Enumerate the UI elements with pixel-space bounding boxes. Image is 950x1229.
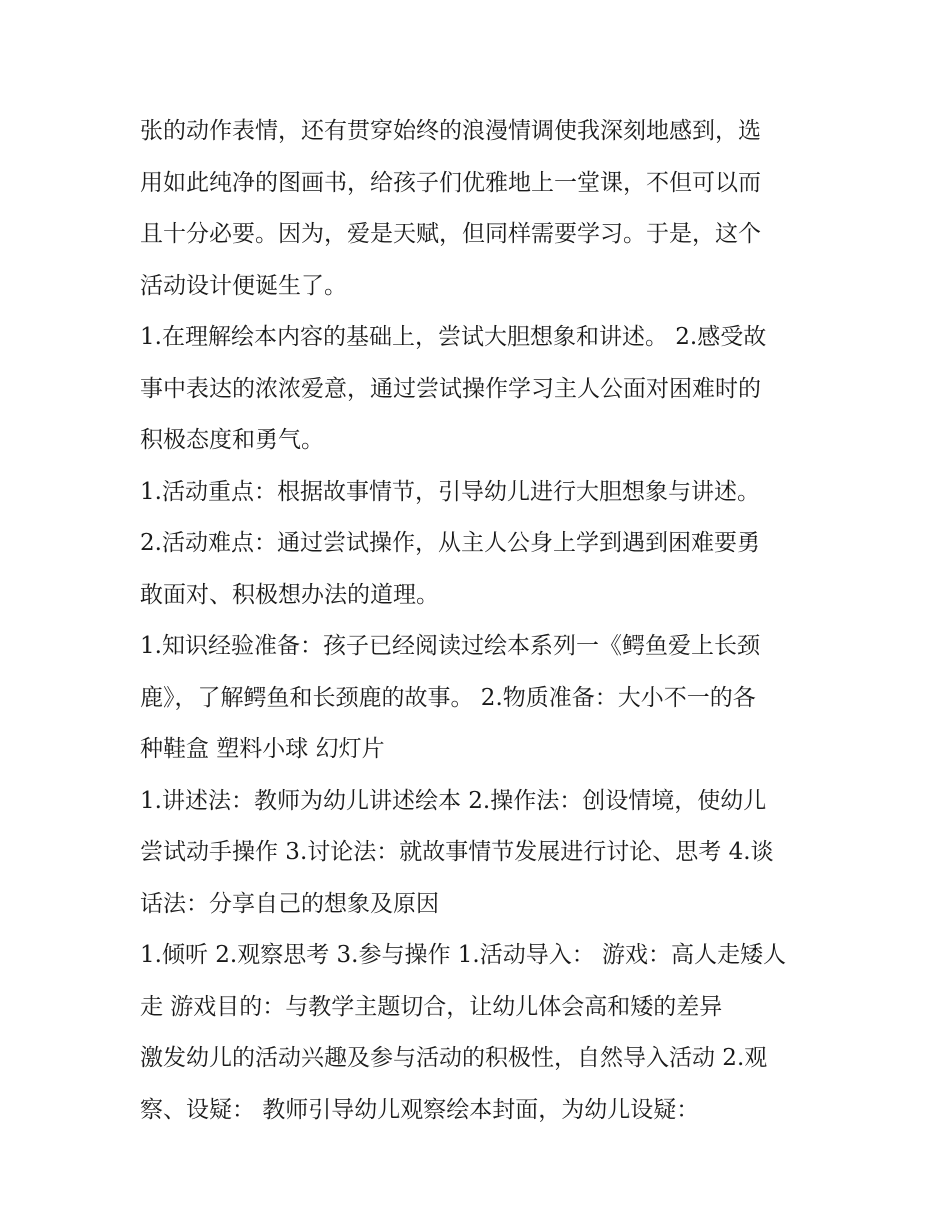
text-line: 1.知识经验准备：孩子已经阅读过绘本系列一《鳄鱼爱上长颈: [140, 633, 760, 659]
text-line: 种鞋盒 塑料小球 幻灯片: [140, 736, 385, 762]
text-line: 敢面对、积极想办法的道理。: [140, 581, 439, 608]
text-line: 活动设计便诞生了。: [140, 272, 347, 299]
text-line: 积极态度和勇气。: [140, 427, 324, 453]
text-line: 激发幼儿的活动兴趣及参与活动的积极性，自然导入活动 2.观: [140, 1045, 768, 1071]
text-line: 1.倾听 2.观察思考 3.参与操作 1.活动导入： 游戏：高人走矮人: [140, 942, 787, 968]
text-line: 尝试动手操作 3.讨论法：就故事情节发展进行讨论、思考 4.谈: [140, 839, 774, 865]
text-line: 事中表达的浓浓爱意，通过尝试操作学习主人公面对困难时的: [140, 375, 761, 402]
text-line: 察、设疑： 教师引导幼儿观察绘本封面，为幼儿设疑：: [140, 1096, 700, 1123]
text-line: 1.在理解绘本内容的基础上，尝试大胆想象和讲述。 2.感受故: [140, 324, 767, 350]
text-line: 张的动作表情，还有贯穿始终的浪漫情调使我深刻地感到，选: [140, 118, 761, 144]
text-line: 且十分必要。因为，爱是天赋，但同样需要学习。于是，这个: [140, 221, 761, 247]
text-line: 走 游戏目的：与教学主题切合，让幼儿体会高和矮的差异: [140, 993, 723, 1020]
text-line: 1.讲述法：教师为幼儿讲述绘本 2.操作法：创设情境，使幼儿: [140, 787, 767, 814]
text-line: 鹿》，了解鳄鱼和长颈鹿的故事。 2.物质准备：大小不一的各: [140, 684, 756, 711]
text-line: 2.活动难点：通过尝试操作，从主人公身上学到遇到困难要勇: [140, 530, 760, 556]
body-text: [140, 106, 820, 1136]
text-line: 1.活动重点：根据故事情节，引导幼儿进行大胆想象与讲述。: [140, 478, 760, 505]
text-line: 话法：分享自己的想象及原因: [140, 890, 439, 917]
text-line: 用如此纯净的图画书，给孩子们优雅地上一堂课，不但可以而: [140, 169, 761, 196]
